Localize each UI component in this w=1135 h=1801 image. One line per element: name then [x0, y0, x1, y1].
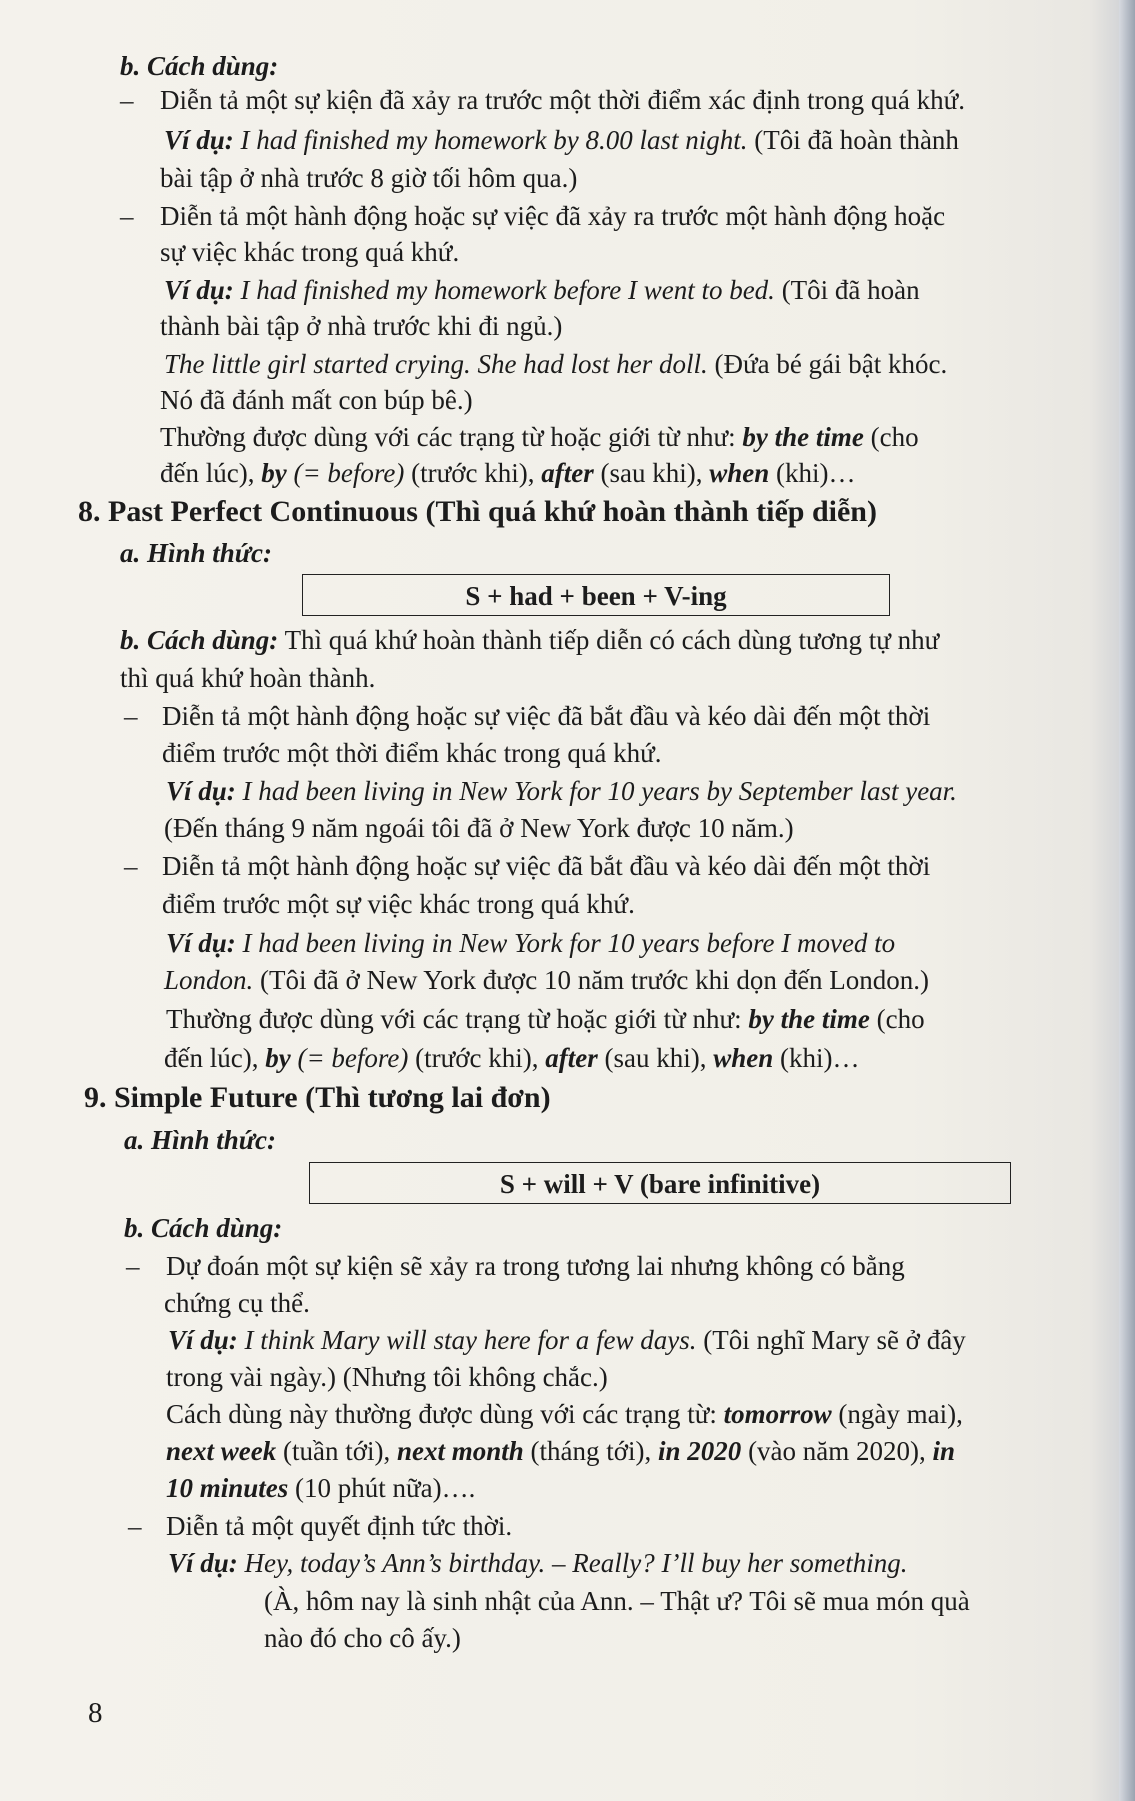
text-line: trong vài ngày.) (Nhưng tôi không chắc.) [166, 1362, 608, 1392]
example-text: The little girl started crying. She had lost her doll. [164, 349, 708, 379]
text: (ngày mai), [838, 1399, 963, 1429]
adverb-line [160, 455, 856, 492]
keyword: next month [396, 1436, 524, 1466]
example-line [168, 1322, 966, 1359]
adverb-line [166, 1001, 925, 1038]
example-text: I had finished my homework before I went to bed. [240, 275, 775, 305]
text: (trước khi), [411, 458, 535, 488]
keyword: when [709, 458, 770, 488]
keyword: after [541, 458, 594, 488]
example-line [166, 925, 895, 962]
text: đến lúc), [164, 1043, 259, 1073]
keyword-note: (= before) [297, 1043, 409, 1073]
text-line: bài tập ở nhà trước 8 giờ tối hôm qua.) [160, 163, 578, 193]
example-label: Ví dụ: [168, 1548, 238, 1578]
adverb-line [164, 1040, 860, 1077]
page-number: 8 [88, 1697, 103, 1729]
usage-line: Diễn tả một quyết định tức thời. [166, 1511, 513, 1541]
text-line: thành bài tập ở nhà trước khi đi ngủ.) [160, 311, 563, 341]
example-translation: (Tôi nghĩ Mary sẽ ở đây [703, 1325, 966, 1355]
keyword: by the time [748, 1004, 870, 1034]
example-translation: (Đến tháng 9 năm ngoái tôi đã ở New York được 10 năm.) [164, 813, 794, 843]
text: Cách dùng này thường được dùng với các trạng từ: [166, 1399, 717, 1429]
example-translation: (Tôi đã hoàn [781, 275, 920, 305]
text: (tháng tới), [530, 1436, 652, 1466]
bullet-dash: – [120, 85, 134, 115]
usage-line: Dự đoán một sự kiện sẽ xảy ra trong tương lai nhưng không có bằng [166, 1251, 905, 1281]
text: (khi)… [780, 1043, 860, 1073]
keyword: by [265, 1043, 291, 1073]
text: (cho [876, 1004, 925, 1034]
bullet-dash: – [124, 851, 138, 881]
text-line: điểm trước một sự việc khác trong quá khứ. [162, 889, 635, 919]
text: Thì quá khứ hoàn thành tiếp diễn có cách dùng tương tự như [284, 625, 940, 655]
text-line: điểm trước một thời điểm khác trong quá khứ. [162, 738, 662, 768]
example-translation: (Tôi đã hoàn thành [754, 125, 959, 155]
adverb-line [160, 419, 919, 456]
example-text: I had been living in New York for 10 years before I moved to [242, 928, 896, 958]
usage-line: Diễn tả một hành động hoặc sự việc đã bắt đầu và kéo dài đến một thời [162, 701, 931, 731]
example-line [164, 122, 959, 159]
adverb-line [166, 1470, 475, 1507]
keyword: in [932, 1436, 956, 1466]
example-line [164, 346, 947, 383]
example-line [164, 962, 929, 999]
section-heading-9: 9. Simple Future (Thì tương lai đơn) [84, 1081, 551, 1114]
keyword-note: (= before) [293, 458, 405, 488]
example-label: Ví dụ: [166, 928, 236, 958]
subheading-usage: b. Cách dùng: [124, 1213, 283, 1243]
text: (10 phút nữa)…. [295, 1473, 476, 1503]
subheading-usage: b. Cách dùng: [120, 625, 279, 655]
example-translation: (À, hôm nay là sinh nhật của Ann. – Thật ư? Tôi sẽ mua món quà [264, 1586, 970, 1616]
keyword: in 2020 [658, 1436, 742, 1466]
text-line: sự việc khác trong quá khứ. [160, 237, 460, 267]
keyword: next week [166, 1436, 277, 1466]
adverb-line [166, 1433, 955, 1470]
example-label: Ví dụ: [164, 125, 234, 155]
example-translation: (Đứa bé gái bật khóc. [714, 349, 948, 379]
subheading-form: a. Hình thức: [124, 1125, 276, 1155]
text: Thường được dùng với các trạng từ hoặc giới từ như: [160, 422, 736, 452]
keyword: by [261, 458, 287, 488]
keyword: by the time [742, 422, 864, 452]
bullet-dash: – [120, 201, 134, 231]
example-translation: nào đó cho cô ấy.) [264, 1623, 461, 1653]
usage-line: Diễn tả một sự kiện đã xảy ra trước một thời điểm xác định trong quá khứ. [160, 85, 966, 115]
text: (cho [870, 422, 919, 452]
usage-intro-line [120, 622, 939, 659]
text: (vào năm 2020), [748, 1436, 926, 1466]
example-text: I think Mary will stay here for a few days. [244, 1325, 697, 1355]
example-text: I had finished my homework by 8.00 last night. [240, 125, 748, 155]
keyword: after [545, 1043, 598, 1073]
bullet-dash: – [128, 1511, 142, 1541]
usage-line: Diễn tả một hành động hoặc sự việc đã bắt đầu và kéo dài đến một thời [162, 851, 931, 881]
text-line: Nó đã đánh mất con búp bê.) [160, 385, 473, 415]
formula-box: S + will + V (bare infinitive) [309, 1162, 1011, 1204]
example-text: Hey, today’s Ann’s birthday. – Really? I’ll buy her something. [244, 1548, 908, 1578]
text: (sau khi), [600, 458, 703, 488]
example-label: Ví dụ: [168, 1325, 238, 1355]
example-translation: (Tôi đã ở New York được 10 năm trước khi dọn đến London.) [260, 965, 930, 995]
example-line [168, 1545, 907, 1582]
subheading-form: a. Hình thức: [120, 538, 272, 568]
keyword: 10 minutes [166, 1473, 289, 1503]
page-edge [1119, 0, 1135, 1801]
adverb-line [166, 1396, 963, 1433]
example-label: Ví dụ: [164, 275, 234, 305]
bullet-dash: – [126, 1251, 140, 1281]
text: (tuần tới), [282, 1436, 391, 1466]
text: (trước khi), [415, 1043, 539, 1073]
text: Thường được dùng với các trạng từ hoặc giới từ như: [166, 1004, 742, 1034]
text-line: thì quá khứ hoàn thành. [120, 663, 376, 693]
example-line [164, 272, 920, 309]
formula-box: S + had + been + V-ing [302, 574, 890, 616]
text: đến lúc), [160, 458, 255, 488]
subheading-usage: b. Cách dùng: [120, 51, 279, 81]
example-text: I had been living in New York for 10 years by September last year. [242, 776, 957, 806]
section-heading-8: 8. Past Perfect Continuous (Thì quá khứ hoàn thành tiếp diễn) [78, 495, 877, 528]
text: (khi)… [776, 458, 856, 488]
keyword: when [713, 1043, 774, 1073]
text-line: chứng cụ thể. [164, 1288, 310, 1318]
text: (sau khi), [604, 1043, 707, 1073]
example-line [166, 773, 957, 810]
example-text: London. [164, 965, 254, 995]
bullet-dash: – [124, 701, 138, 731]
usage-line: Diễn tả một hành động hoặc sự việc đã xảy ra trước một hành động hoặc [160, 201, 946, 231]
example-label: Ví dụ: [166, 776, 236, 806]
keyword: tomorrow [723, 1399, 832, 1429]
